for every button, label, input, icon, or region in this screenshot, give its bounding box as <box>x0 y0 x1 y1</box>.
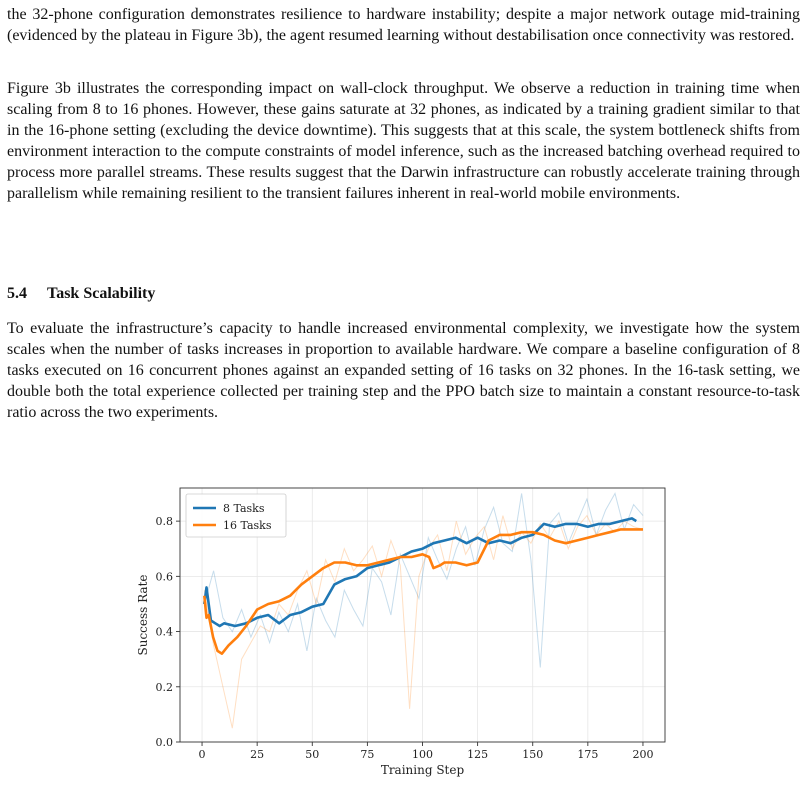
legend-label: 16 Tasks <box>223 519 272 532</box>
x-tick-label: 50 <box>305 748 320 761</box>
paragraph-throughput: Figure 3b illustrates the corresponding impact on wall-clock throughput. We observe a reduction in training time when scaling from 8 to 16 phones. However, these gains saturate at 32 phones, as indicated by a training gradient similar to that in the 16-phone setting (excluding the device downtime). This suggests that at this scale, the system bottleneck shifts from environment interaction to the compute constraints of model inference, such as the increased batching overhead required to process more parallel streams. These results suggest that the Darwin infrastructure can robustly accelerate training through parallelism while remaining resilient to the transient failures inherent in real-world mobile environments. <box>7 80 800 202</box>
x-tick-label: 150 <box>522 748 544 761</box>
legend <box>186 494 286 537</box>
x-tick-label: 75 <box>360 748 375 761</box>
x-tick-label: 125 <box>467 748 489 761</box>
x-tick-label: 100 <box>412 748 433 761</box>
success-rate-figure <box>125 480 685 790</box>
tick-labels <box>156 515 654 761</box>
legend-label: 8 Tasks <box>223 502 265 515</box>
x-tick-label: 25 <box>250 748 265 761</box>
section-number: 5.4 <box>7 285 27 302</box>
y-axis-label: Success Rate <box>136 574 150 656</box>
smoothed-series-layer <box>204 518 643 653</box>
x-axis-label: Training Step <box>380 763 465 777</box>
section-heading <box>7 283 155 304</box>
y-tick-label: 0.8 <box>155 515 173 529</box>
x-tick-label: 200 <box>632 748 654 761</box>
paragraph-task-scalability: To evaluate the infrastructure’s capacity to handle increased environmental complexity, we investigate how the system scales when the number of tasks increases in proportion to available hardware. We compare a baseline configuration of 8 tasks executed on 16 concurrent phones against an expanded setting of 16 tasks on 32 phones. In the 16-task setting, we double both the total experience collected per training step and the PPO batch size to maintain a constant resource-to-task ratio across the two experiments. <box>7 320 800 421</box>
success-rate-chart <box>125 480 685 785</box>
x-tick-label: 0 <box>198 748 206 761</box>
paragraph-outage: the 32-phone configuration demonstrates resilience to hardware instability; despite a major network outage mid-training (evidenced by the plateau in Figure 3b), the agent resumed learning without destabilisation once connectivity was restored. <box>7 6 800 44</box>
y-tick-label: 0.0 <box>155 736 173 749</box>
y-tick-label: 0.6 <box>155 570 173 584</box>
y-tick-label: 0.2 <box>155 680 173 694</box>
section-title: Task Scalability <box>47 285 156 302</box>
y-tick-label: 0.4 <box>155 625 173 639</box>
x-tick-label: 175 <box>577 748 599 761</box>
